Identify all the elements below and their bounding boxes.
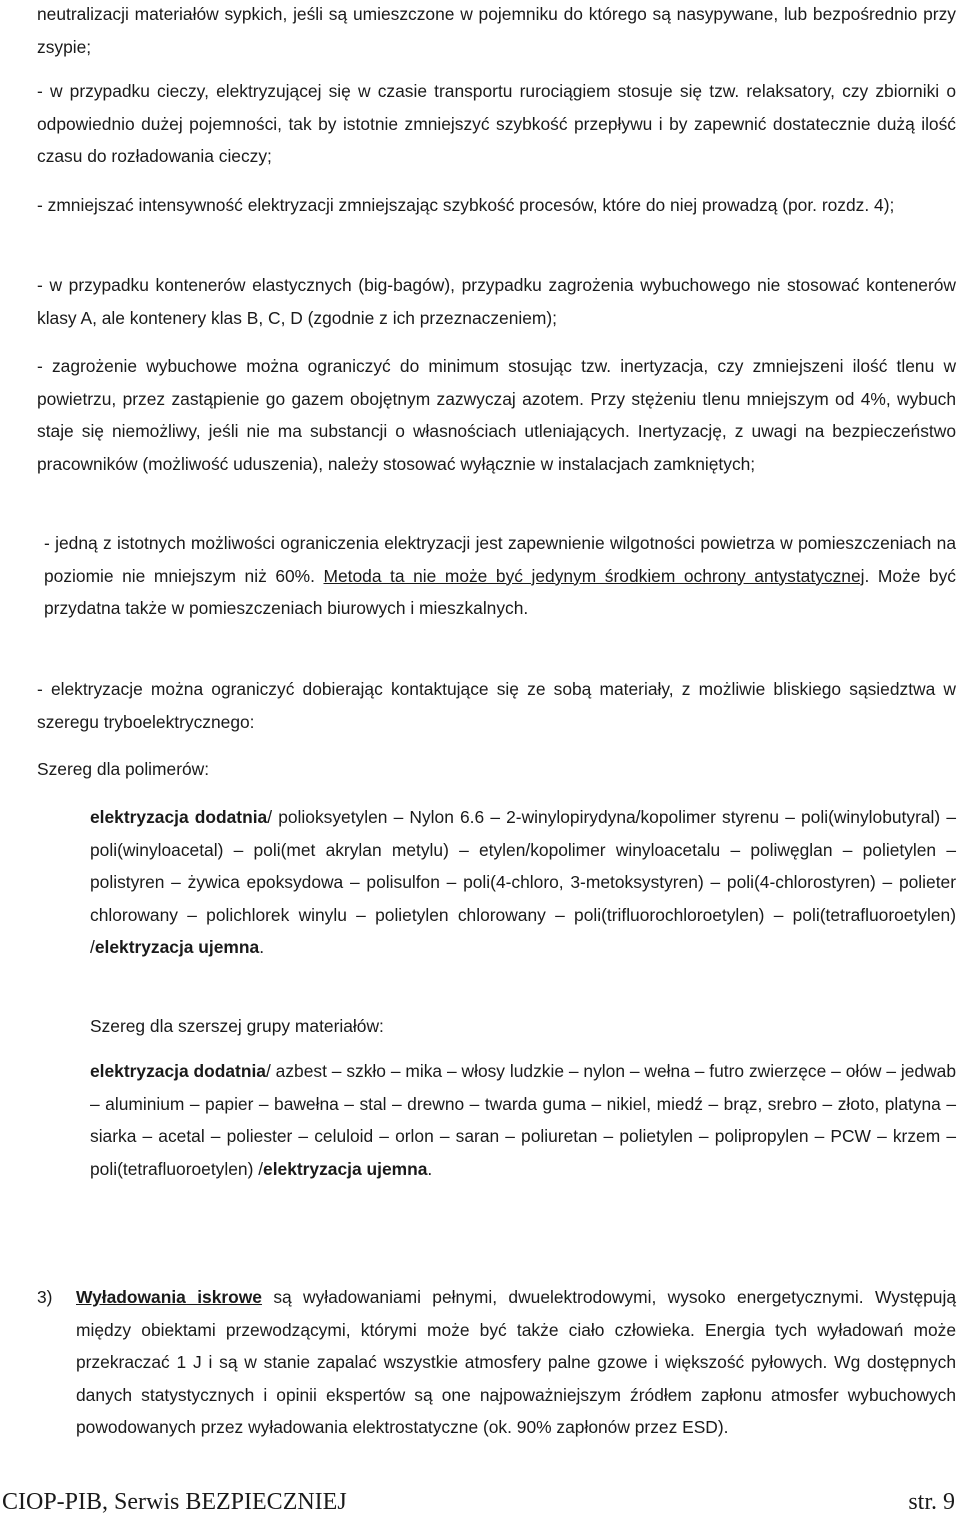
- polymer-series-dot: .: [259, 937, 265, 957]
- paragraph-big-bags: - w przypadku kontenerów elastycznych (big-bagów), przypadku zagrożenia wybuchowego nie stosować kontenerów klasy A, ale kontenery klas B, C, D (zgodnie z ich przeznaczeniem);: [37, 275, 956, 328]
- spark-discharge-term: Wyładowania iskrowe: [76, 1287, 262, 1307]
- polymer-series-heading: Szereg dla polimerów:: [37, 759, 210, 779]
- humidity-warning: Metoda ta nie może być jedynym środkiem ochrony antystatycznej: [323, 565, 865, 586]
- polymer-series-body: / polioksyetylen – Nylon 6.6 – 2-winylopirydyna/kopolimer styrenu – poli(winylobutyral) – poli(winyloacetal) – poli(met akrylan metylu) – etylen/kopolimer winyloacetalu – poliwęglan – polietylen – polistyren – żywica epoksydowa – polisulfon – poli(4-chloro, 3-metoksystyren) – poli(4-chlorostyren) – polieter chlorowany – polichlorek winylu – polietylen chlorowany – poli(trifluorochloroetylen) – poli(tetrafluoroetylen) /: [90, 807, 956, 957]
- polymer-series: [90, 801, 956, 964]
- paragraph-materials: neutralizacji materiałów sypkich, jeśli są umieszczone w pojemniku do którego są nasypywane, lub bezpośrednio przy zsypie;: [37, 4, 956, 57]
- list-number: 3): [37, 1287, 53, 1307]
- materials-series-body: / azbest – szkło – mika – włosy ludzkie – nylon – wełna – futro zwierzęce – ołów – jedwab – aluminium – papier – bawełna – stal – drewno – twarda guma – nikiel, miedź – brąz, srebro – złoto, platyna – siarka – acetal – poliester – celuloid – orlon – saran – poliuretan – polietylen – polipropylen – PCW – krzem – poli(tetrafluoroetylen) /: [90, 1061, 956, 1179]
- paragraph-spark-discharges: [76, 1281, 956, 1444]
- spark-discharge-body: są wyładowaniami pełnymi, dwuelektrodowymi, wysoko energetycznymi. Występują między obiektami przewodzącymi, którymi może być także ciało człowieka. Energia tych wyładowań może przekraczać 1 J i są w stanie zapalać wszystkie atmosfery palne gzowe i większość pyłowych. Wg dostępnych danych statystycznych i opinii ekspertów są one najpoważniejszym źródłem zapłonu atmosfer wybuchowych powodowanych przez wyładowania elektrostatyczne (ok. 90% zapłonów przez ESD).: [76, 1287, 956, 1437]
- paragraph-intensity: - zmniejszać intensywność elektryzacji zmniejszając szybkość procesów, które do niej prowadzą (por. rozdz. 4);: [37, 195, 895, 215]
- materials-series-heading: Szereg dla szerszej grupy materiałów:: [90, 1016, 384, 1036]
- footer-publisher: CIOP-PIB, Serwis BEZPIECZNIEJ: [2, 1489, 347, 1515]
- negative-label: elektryzacja ujemna: [263, 1158, 428, 1179]
- page-number: str. 9: [908, 1489, 955, 1515]
- positive-label: elektryzacja dodatnia: [90, 807, 268, 827]
- materials-series-dot: .: [427, 1158, 433, 1179]
- paragraph-inertization: - zagrożenie wybuchowe można ograniczyć do minimum stosując tzw. inertyzacja, czy zmniejszeni ilość tlenu w powietrzu, przez zastąpienie go gazem obojętnym zazwyczaj azotem. Przy stężeniu tlenu mniejszym od 4%, wybuch staje się niemożliwy, jeśli nie ma substancji o własnościach utleniających. Inertyzację, z uwagi na bezpieczeństwo pracowników (możliwość uduszenia), należy stosować wyłącznie w instalacjach zamkniętych;: [37, 356, 956, 474]
- humidity-text: - jedną z istotnych możliwości ograniczenia elektryzacji jest zapewnienie wilgotności powietrza w pomieszczeniach na poziomie nie mniejszym niż 60%.: [44, 533, 956, 586]
- paragraph-liquids: - w przypadku cieczy, elektryzującej się w czasie transportu rurociągiem stosuje się tzw. relaksatory, czy zbiorniki o odpowiednio dużej pojemności, tak by istotnie zmniejszyć szybkość przepływu i by zapewnić dostatecznie dużą ilość czasu do rozładowania cieczy;: [37, 81, 956, 166]
- positive-label: elektryzacja dodatnia: [90, 1061, 266, 1081]
- humidity-text-end: . Może być przydatna także w pomieszczeniach biurowych i mieszkalnych.: [44, 565, 956, 618]
- materials-series: [90, 1055, 956, 1185]
- paragraph-humidity: [44, 527, 956, 625]
- paragraph-triboelectric: - elektryzacje można ograniczyć dobierając kontaktujące się ze sobą materiały, z możliwie bliskiego sąsiedztwa w szeregu tryboelektrycznego:: [37, 679, 956, 732]
- page-footer: [0, 1486, 955, 1519]
- negative-label: elektryzacja ujemna: [94, 937, 260, 957]
